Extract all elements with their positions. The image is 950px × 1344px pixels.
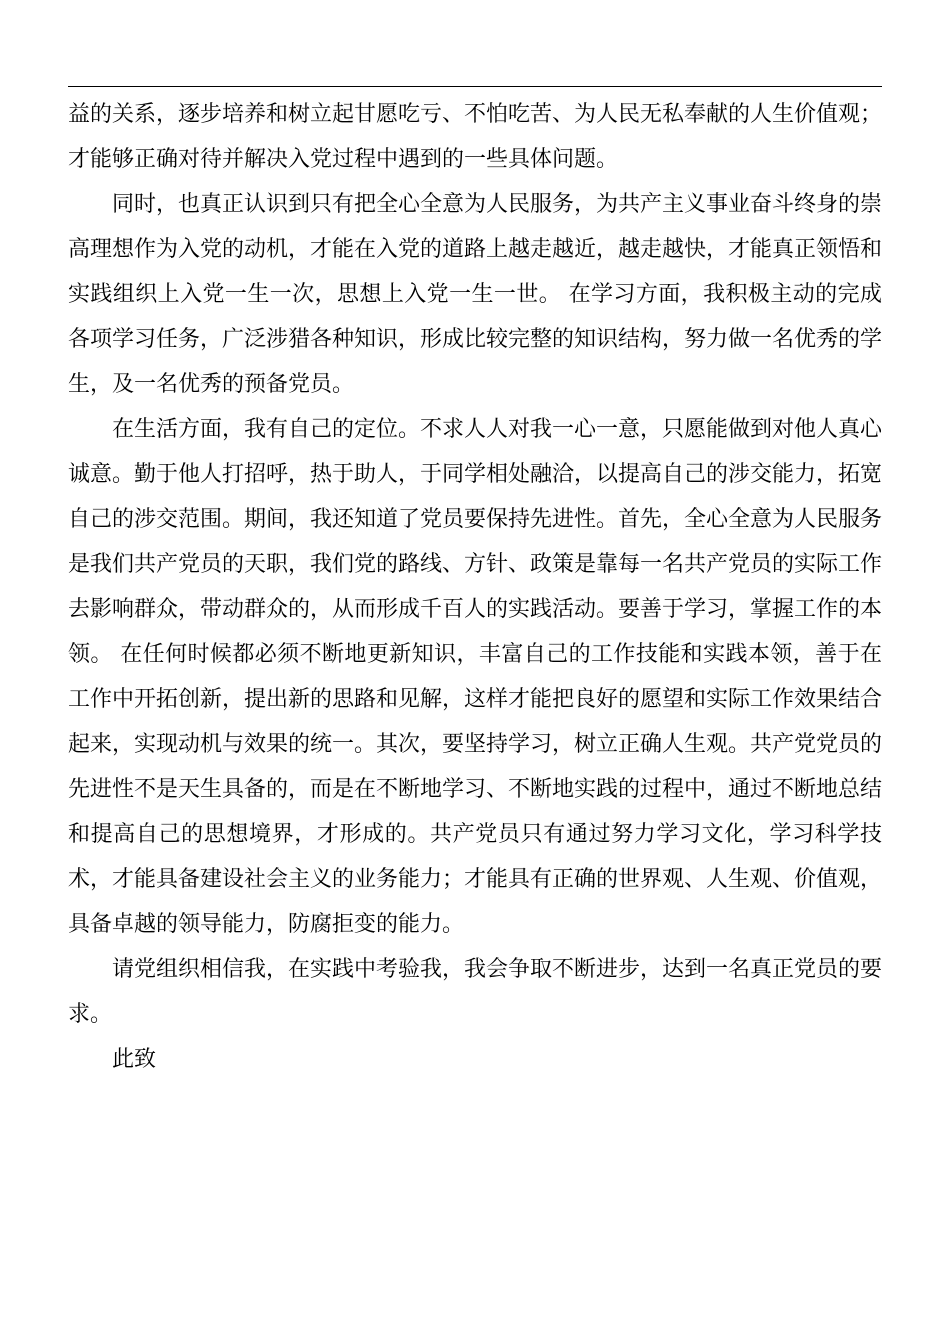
paragraph-continuation: 益的关系，逐步培养和树立起甘愿吃亏、不怕吃苦、为人民无私奉献的人生价值观；才能够正确对待并解决入党过程中遇到的一些具体问题。 (68, 102, 883, 172)
paragraph-request: 请党组织相信我，在实践中考验我，我会争取不断进步，达到一名真正党员的要求。 (68, 957, 883, 1027)
closing-salutation: 此致 (112, 1047, 157, 1072)
paragraph-life-aspects: 在生活方面，我有自己的定位。不求人人对我一心一意，只愿能做到对他人真心诚意。勤于他人打招呼，热于助人，于同学相处融洽，以提高自己的涉交能力，拓宽自己的涉交范围。期间，我还知道了党员要保持先进性。首先，全心全意为人民服务是我们共产党员的天职，我们党的路线、方针、政策是靠每一名共产党员的实际工作去影响群众，带动群众的，从而形成千百人的实践活动。要善于学习，掌握工作的本领。 在任何时候都必须不断地更新知识，丰富自己的工作技能和实践本领，善于在工作中开拓创新，提出新的思路和见解，这样才能把良好的愿望和实际工作效果结合起来，实现动机与效果的统一。其次，要坚持学习，树立正确人生观。共产党党员的先进性不是天生具备的，而是在不断地学习、不断地实践的过程中，通过不断地总结和提高自己的思想境界，才形成的。共产党员只有通过努力学习文化，学习科学技术，才能具备建设社会主义的业务能力；才能具有正确的世界观、人生观、价值观，具备卓越的领导能力，防腐拒变的能力。 (68, 417, 883, 937)
header-rule (68, 86, 882, 87)
paragraph-ideal-motive: 同时，也真正认识到只有把全心全意为人民服务，为共产主义事业奋斗终身的崇高理想作为入党的动机，才能在入党的道路上越走越近，越走越快，才能真正领悟和实践组织上入党一生一次，思想上入党一生一世。 在学习方面，我积极主动的完成各项学习任务，广泛涉猎各种知识，形成比较完整的知识结构，努力做一名优秀的学生，及一名优秀的预备党员。 (68, 192, 883, 397)
document-body (68, 92, 882, 1082)
